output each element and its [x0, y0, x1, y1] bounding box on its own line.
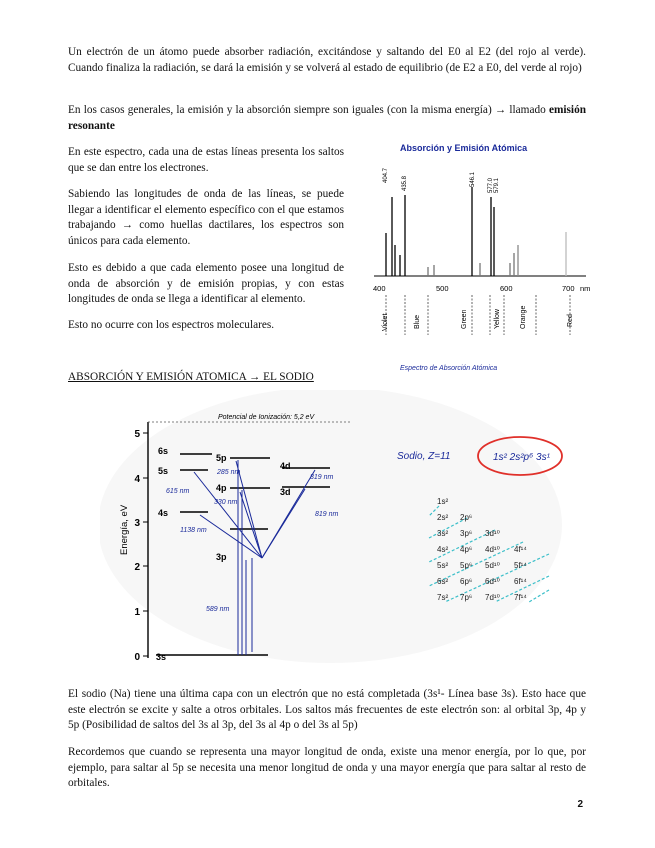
peak-label: 404.7 — [383, 167, 389, 183]
ionization-label: Potencial de Ionización: 5,2 eV — [218, 414, 315, 421]
spectrum-lines — [386, 187, 566, 276]
wavelength-819a: 819 nm — [310, 474, 334, 481]
orbital: 2p⁶ — [460, 513, 473, 522]
orbital: 7s² — [437, 593, 449, 602]
aufbau-diagram — [425, 490, 565, 610]
level-5p: 5p — [216, 453, 227, 463]
peak-label: 546.1 — [470, 171, 476, 187]
color-label-violet: Violet — [382, 313, 389, 331]
orbital: 3d¹⁰ — [485, 529, 500, 538]
level-4d: 4d — [280, 461, 291, 471]
color-label-red: Red — [567, 314, 574, 327]
axis-label-unit: nm — [580, 284, 591, 293]
orbital: 2s² — [437, 513, 449, 522]
orbital: 5s² — [437, 561, 449, 570]
atomic-spectrum-figure — [360, 135, 600, 385]
sodium-title: Sodio, Z=11 — [397, 451, 451, 462]
wavelength-energy-paragraph: Recordemos que cuando se representa una mayor longitud de onda, existe una menor energía, por lo que, por ejemplo, para saltar al 5p se necesita una menor longitud de onda y una mayor energía que para saltar al resto de orbitales. — [68, 746, 586, 790]
resonant-text: En los casos generales, la emisión y la absorción siempre son iguales (con la misma energía) → llamado — [68, 104, 549, 116]
color-label-green: Green — [461, 309, 468, 329]
axis-label-700: 700 — [562, 284, 575, 293]
level-3d: 3d — [280, 487, 291, 497]
y-tick: 0 — [134, 652, 140, 663]
peak-label: 579.1 — [494, 177, 500, 193]
axis-label-600: 600 — [500, 284, 513, 293]
level-5s: 5s — [158, 466, 169, 476]
spectrum-caption: Espectro de Absorción Atómica — [400, 365, 498, 372]
wavelength-285: 285 nm — [217, 469, 241, 476]
intro-paragraph: Un electrón de un átomo puede absorber radiación, excitándose y saltando del E0 al E2 (del rojo al verde). Cuando finaliza la radiación, se dará la emisión y se volverá al estado de equilibrio (de E2 a E0, del verde al rojo) — [68, 46, 586, 74]
y-tick: 3 — [134, 518, 140, 529]
orbital: 4p⁶ — [460, 545, 473, 554]
resonant-paragraph — [68, 103, 586, 134]
color-label-blue: Blue — [414, 314, 421, 329]
orbital: 1s² — [437, 497, 449, 506]
orbital: 4f¹⁴ — [514, 545, 527, 554]
orbital: 6p⁶ — [460, 577, 473, 586]
peak-label: 577.0 — [488, 177, 494, 193]
color-label-orange: Orange — [520, 305, 527, 329]
wavelength-paragraph: Esto es debido a que cada elemento posee una longitud de onda de absorción y de emisión propias, y con estas longitudes de onda se llega a identificar al elemento. — [68, 262, 344, 306]
axis-label-500: 500 — [436, 284, 449, 293]
resonant-term: emisión resonante — [68, 104, 586, 132]
wavelength-330: 330 nm — [214, 499, 238, 506]
wavelength-615: 615 nm — [166, 488, 190, 495]
peak-label: 435.8 — [402, 175, 408, 191]
orbital: 5d¹⁰ — [485, 561, 500, 570]
orbital: 6d¹⁰ — [485, 577, 500, 586]
sodium-paragraph: El sodio (Na) tiene una última capa con un electrón que no está completada (3s¹- Línea base 3s). Esto hace que este electrón se excite y salte a otros orbitales. Los saltos más frecuentes de este electrón son: al orbital 3p, 4p y 5p (Posibilidad de saltos del 3s al 3p, del 3s al 4p o del 3s al 5p) — [68, 688, 586, 732]
y-tick: 2 — [134, 562, 140, 573]
spectrum-title: Absorción y Emisión Atómica — [400, 143, 528, 153]
sodium-heading: ABSORCIÓN Y EMISIÓN ATOMICA → EL SODIO — [68, 371, 314, 383]
level-4p: 4p — [216, 483, 227, 493]
wavelength-1138: 1138 nm — [180, 527, 207, 534]
y-tick: 1 — [134, 607, 140, 618]
orbital: 7d¹⁰ — [485, 593, 500, 602]
y-tick: 4 — [134, 474, 140, 485]
wavelength-819b: 819 nm — [315, 511, 339, 518]
orbital: 5f¹⁴ — [514, 561, 527, 570]
electron-configuration: 1s² 2s²p⁶ 3s¹ — [493, 452, 550, 463]
orbital: 3s² — [437, 529, 449, 538]
level-3s: 3s — [156, 652, 167, 662]
wavelength-589: 589 nm — [206, 606, 230, 613]
color-label-yellow: Yellow — [494, 309, 501, 329]
orbital: 4d¹⁰ — [485, 545, 500, 554]
level-4s: 4s — [158, 508, 169, 518]
axis-label-400: 400 — [373, 284, 386, 293]
orbital: 3p⁶ — [460, 529, 473, 538]
orbital: 4s² — [437, 545, 449, 554]
orbital: 7p⁶ — [460, 593, 473, 602]
molecular-paragraph: Esto no ocurre con los espectros moleculares. — [68, 319, 275, 331]
page-number: 2 — [577, 799, 583, 810]
level-3p: 3p — [216, 552, 227, 562]
y-tick: 5 — [134, 429, 140, 440]
spectrum-lines-paragraph: En este espectro, cada una de estas líneas presenta los saltos que se dan entre los electrones. — [68, 146, 344, 174]
orbital: 6s² — [437, 577, 449, 586]
level-6s: 6s — [158, 446, 169, 456]
y-axis-label: Energía, eV — [119, 504, 130, 555]
orbital: 5p⁶ — [460, 561, 473, 570]
orbital: 6f¹⁴ — [514, 577, 527, 586]
fingerprint-paragraph: Sabiendo las longitudes de onda de las líneas, se puede llegar a identificar el elemento específico con el que estamos trabajando → como huellas dactilares, los espectros son únicos para cada elemento. — [68, 188, 344, 247]
orbital: 7f¹⁴ — [514, 593, 527, 602]
